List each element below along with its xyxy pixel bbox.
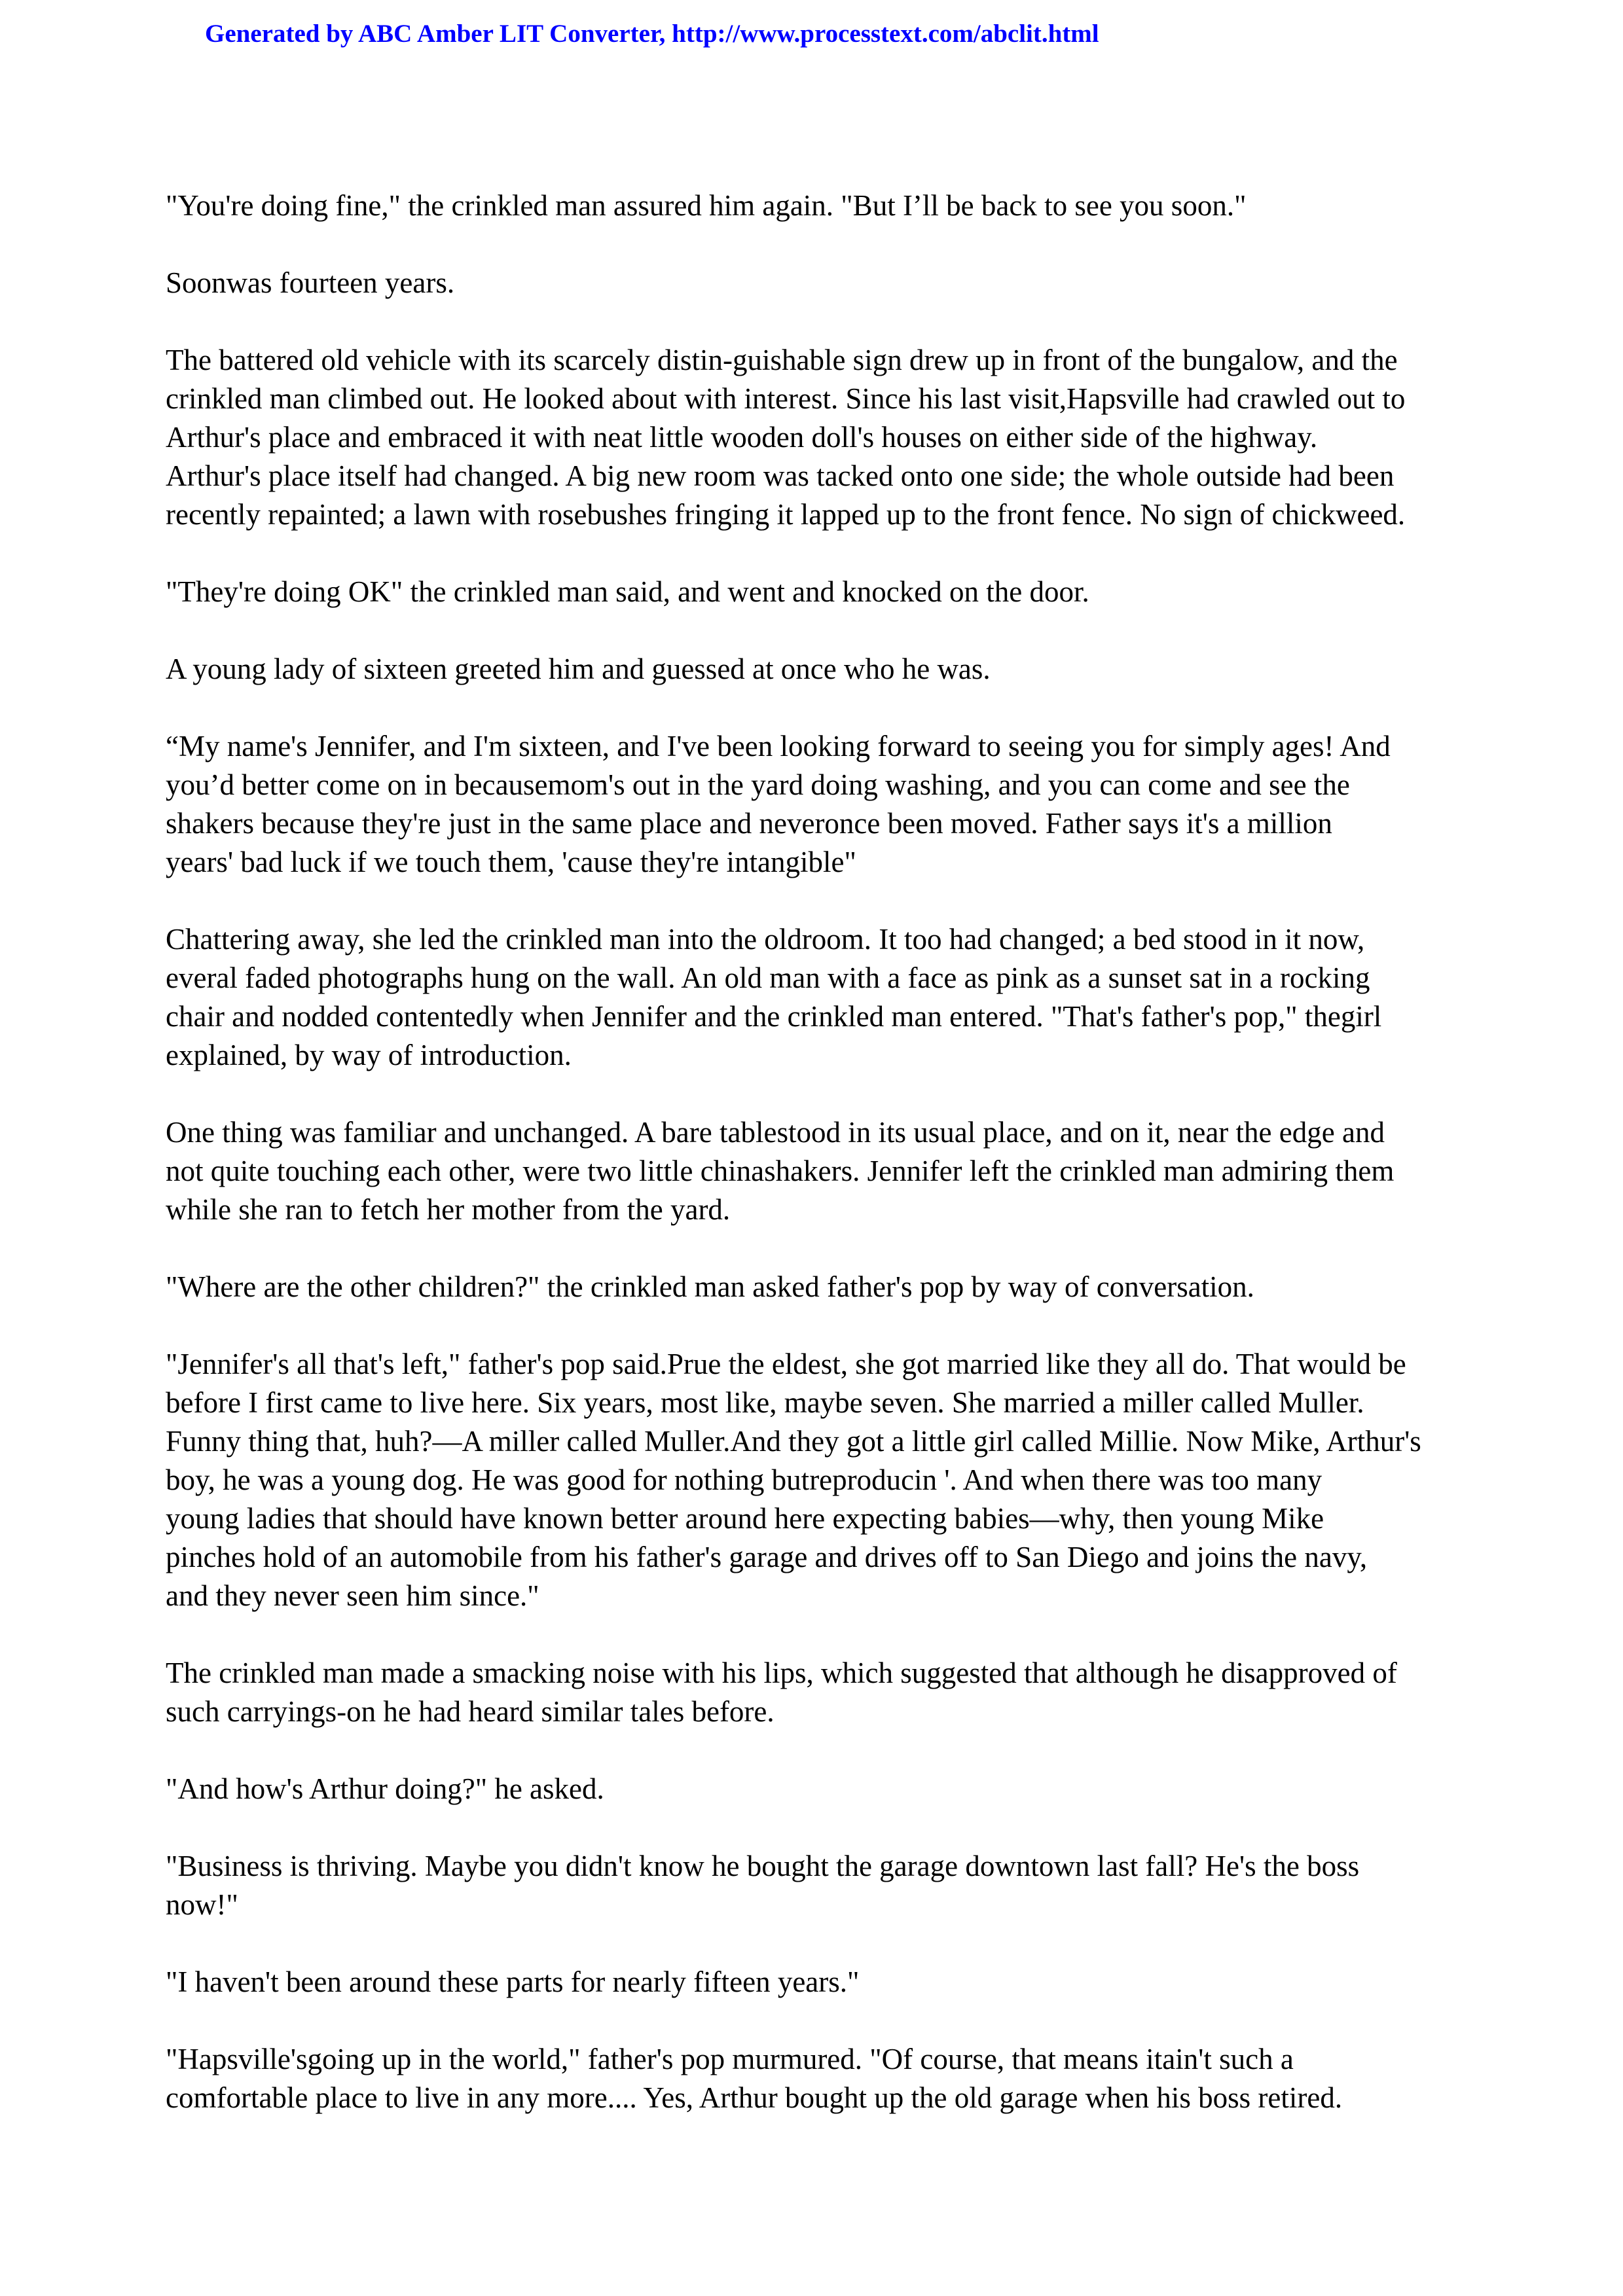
paragraph: "Hapsville'sgoing up in the world," father's pop murmured. "Of course, that means itain't such a comfortable place to live in any more.... Yes, Arthur bought up the old garage when his boss retired. xyxy=(166,2043,1343,2114)
paragraph: The crinkled man made a smacking noise with his lips, which suggested that although he disapproved of such carryings-on he had heard similar tales before. xyxy=(166,1657,1397,1728)
paragraph: "You're doing fine," the crinkled man assured him again. "But I’ll be back to see you soon." xyxy=(166,189,1247,222)
paragraph: "They're doing OK" the crinkled man said, and went and knocked on the door. xyxy=(166,575,1089,608)
converter-header: Generated by ABC Amber LIT Converter, http://www.processtext.com/abclit.html xyxy=(205,20,1099,48)
paragraph: “My name's Jennifer, and I'm sixteen, and I've been looking forward to seeing you for simply ages! And you’d better come on in becausemom's out in the yard doing washing, and you can come and see the shakers because they're just in the same place and neveronce been moved. Father says it's a million years' bad luck if we touch them, 'cause they're intangible" xyxy=(166,730,1391,878)
paragraph: "Business is thriving. Maybe you didn't know he bought the garage downtown last fall? He's the boss now!" xyxy=(166,1850,1360,1921)
paragraph: "And how's Arthur doing?" he asked. xyxy=(166,1772,604,1805)
paragraph: Soonwas fourteen years. xyxy=(166,266,455,299)
paragraph: One thing was familiar and unchanged. A bare tablestood in its usual place, and on it, near the edge and not quite touching each other, were two little chinashakers. Jennifer left the crinkled man admiring them while she ran to fetch her mother from the yard. xyxy=(166,1116,1395,1226)
paragraph: "I haven't been around these parts for nearly fifteen years." xyxy=(166,1965,860,1998)
paragraph: A young lady of sixteen greeted him and guessed at once who he was. xyxy=(166,653,991,685)
paragraph: The battered old vehicle with its scarcely distin-guishable sign drew up in front of the bungalow, and the crinkled man climbed out. He looked about with interest. Since his last visit,Hapsville had crawled out to Arthur's place and embraced it with neat little wooden doll's houses on either side of the highway. Arthur's place itself had changed. A big new room was tacked onto one side; the whole outside had been recently repainted; a lawn with rosebushes fringing it lapped up to the front fence. No sign of chickweed. xyxy=(166,344,1406,531)
paragraph: "Jennifer's all that's left," father's pop said.Prue the eldest, she got married like they all do. That would be before I first came to live here. Six years, most like, maybe seven. She married a miller called Muller. Funny thing that, huh?—A miller called Muller.And they got a little girl called Millie. Now Mike, Arthur's boy, he was a young dog. He was good for nothing butreproducin '. And when there was too many young ladies that should have known better around here expecting babies—why, then young Mike pinches hold of an automobile from his father's garage and drives off to San Diego and joins the navy, and they never seen him since." xyxy=(166,1348,1421,1612)
paragraph: Chattering away, she led the crinkled man into the oldroom. It too had changed; a bed stood in it now, everal faded photographs hung on the wall. An old man with a face as pink as a sunset sat in a rocking chair and nodded contentedly when Jennifer and the crinkled man entered. "That's father's pop," thegirl explained, by way of introduction. xyxy=(166,923,1382,1071)
body-text xyxy=(166,187,1482,2156)
paragraph: "Where are the other children?" the crinkled man asked father's pop by way of conversation. xyxy=(166,1270,1254,1303)
